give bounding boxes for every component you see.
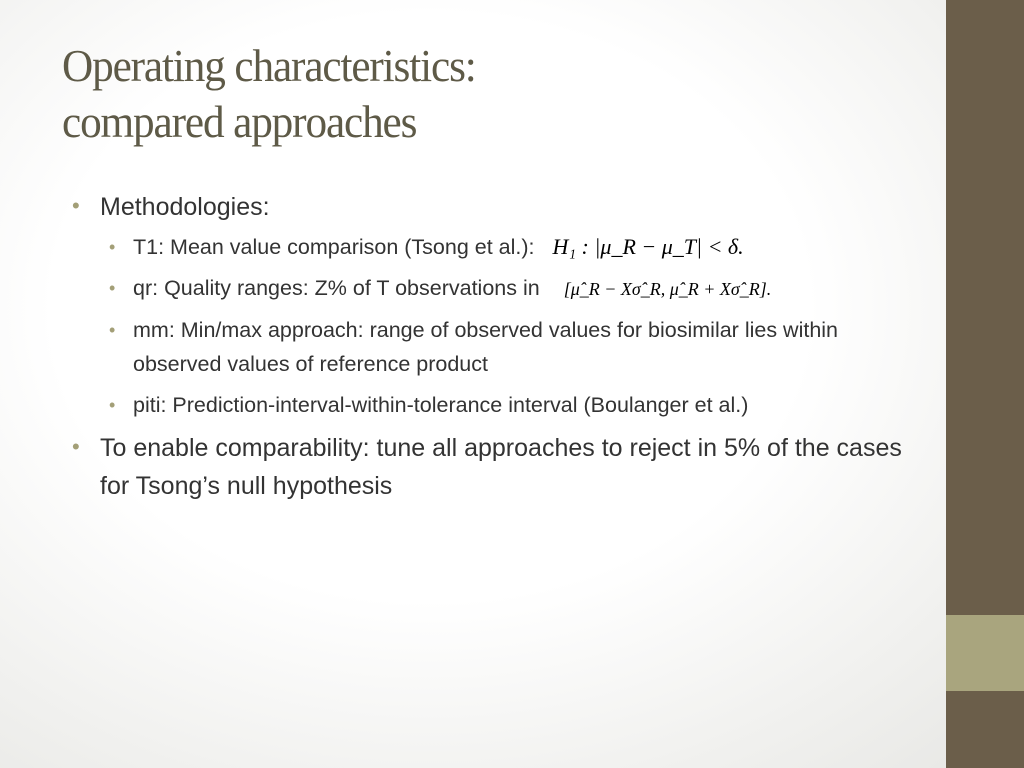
formula-h1: H₁ : |μ_R − μ_T| < δ. (552, 234, 744, 259)
bullet-dot-icon: • (72, 193, 80, 218)
bullet-dot-icon: • (109, 237, 116, 257)
bullet-dot-icon: • (109, 320, 116, 340)
bullet-text: Methodologies: (100, 193, 270, 221)
bullet-methodologies (70, 188, 910, 226)
bullet-t1 (70, 230, 910, 264)
bullet-text: piti: Prediction-interval-within-tolerance interval (Boulanger et al.) (133, 393, 749, 417)
slide-body (70, 188, 910, 509)
bullet-text: qr: Quality ranges: Z% of T observations in (133, 276, 540, 300)
bullet-comparability (70, 429, 910, 505)
formula-quality-range: [μ̂_R − Xσ̂_R, μ̂_R + Xσ̂_R]. (563, 279, 772, 299)
bullet-mm (70, 313, 910, 381)
slide-title (62, 38, 870, 150)
bullet-dot-icon: • (72, 434, 80, 459)
side-decor-accent (946, 615, 1024, 691)
bullet-text: mm: Min/max approach: range of observed values for biosimilar lies within observed values of reference product (133, 318, 839, 376)
title-line-1: Operating characteristics: (62, 40, 476, 91)
bullet-dot-icon: • (109, 395, 116, 415)
title-line-2: compared approaches (62, 96, 417, 147)
bullet-text: T1: Mean value comparison (Tsong et al.): (133, 235, 535, 259)
bullet-piti (70, 388, 910, 422)
bullet-dot-icon: • (109, 278, 116, 298)
bullet-qr (70, 271, 910, 306)
bullet-text: To enable comparability: tune all approaches to reject in 5% of the cases for Tsong’s null hypothesis (100, 434, 902, 500)
